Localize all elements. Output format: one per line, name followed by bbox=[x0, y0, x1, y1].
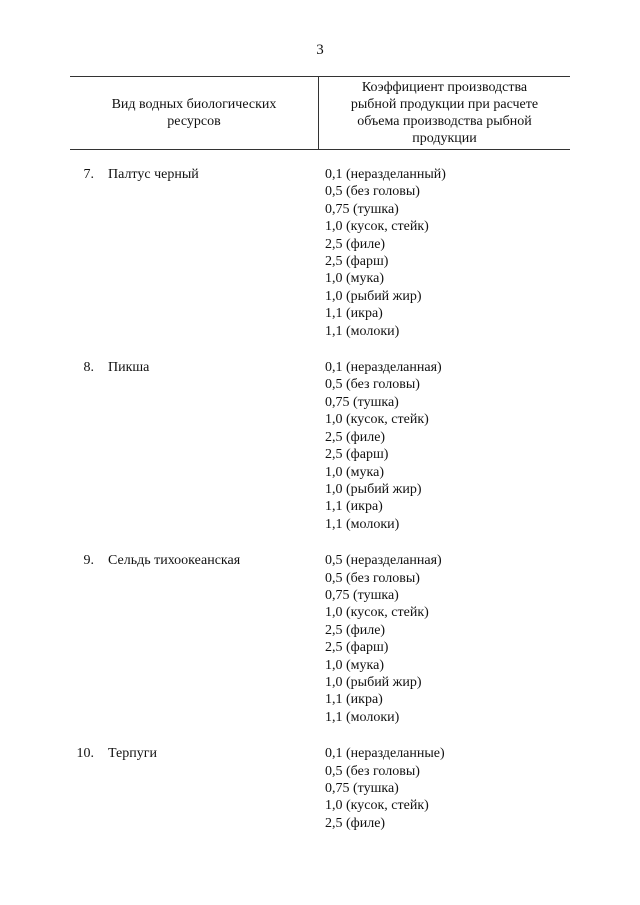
coefficient-value: 1,0 (кусок, стейк) bbox=[325, 412, 429, 428]
coefficient-value: 1,0 (мука) bbox=[325, 657, 384, 673]
coefficient-value: 2,5 (филе) bbox=[325, 815, 386, 831]
coefficient-value: 0,5 (неразделанная) bbox=[325, 553, 442, 569]
coefficient-value: 1,1 (икра) bbox=[325, 306, 383, 322]
coefficient-value: 1,1 (молоки) bbox=[325, 323, 400, 339]
table-row bbox=[70, 359, 570, 533]
row-number: 10. bbox=[76, 746, 94, 762]
table-row bbox=[70, 166, 570, 340]
coefficient-value: 2,5 (филе) bbox=[325, 622, 386, 638]
coefficient-value: 1,0 (кусок, стейк) bbox=[325, 605, 429, 621]
coefficient-value: 0,5 (без головы) bbox=[325, 570, 420, 586]
coefficient-value: 0,5 (без головы) bbox=[325, 184, 420, 200]
species-name: Палтус черный bbox=[108, 167, 199, 182]
table-row bbox=[70, 552, 570, 726]
coefficient-value: 0,5 (без головы) bbox=[325, 377, 420, 393]
coefficient-value: 0,75 (тушка) bbox=[325, 587, 399, 603]
coefficient-value: 0,75 (тушка) bbox=[325, 201, 399, 217]
coefficient-value: 2,5 (фарш) bbox=[325, 640, 389, 656]
coefficient-value: 1,1 (молоки) bbox=[325, 709, 400, 725]
coefficient-value: 1,1 (молоки) bbox=[325, 516, 400, 532]
coefficient-list bbox=[325, 166, 570, 340]
table-header bbox=[70, 76, 570, 150]
coefficient-value: 0,75 (тушка) bbox=[325, 394, 399, 410]
coefficient-list bbox=[325, 745, 570, 832]
coefficient-value: 0,1 (неразделанный) bbox=[325, 167, 446, 182]
coefficient-value: 1,0 (рыбий жир) bbox=[325, 481, 422, 497]
species-name: Терпуги bbox=[108, 746, 157, 762]
coefficient-value: 1,0 (мука) bbox=[325, 271, 384, 287]
coefficient-value: 1,0 (рыбий жир) bbox=[325, 674, 422, 690]
coefficient-value: 1,1 (икра) bbox=[325, 692, 383, 708]
column-header-species: Вид водных биологических ресурсов bbox=[111, 97, 277, 129]
coefficient-value: 0,1 (неразделанная) bbox=[325, 360, 442, 376]
coefficient-value: 2,5 (фарш) bbox=[325, 447, 389, 463]
coefficient-list bbox=[325, 552, 570, 726]
species-name: Сельдь тихоокеанская bbox=[108, 553, 241, 569]
coefficient-value: 2,5 (филе) bbox=[325, 236, 386, 252]
coefficient-value: 1,0 (кусок, стейк) bbox=[325, 798, 429, 814]
coefficient-value: 2,5 (фарш) bbox=[325, 254, 389, 270]
column-header-coefficient: Коэффициент производства рыбной продукции при расчете объема производства рыбной продукции bbox=[350, 80, 539, 146]
coefficient-value: 1,0 (мука) bbox=[325, 464, 384, 480]
coefficient-value: 0,5 (без головы) bbox=[325, 763, 420, 779]
coefficient-value: 0,75 (тушка) bbox=[325, 781, 399, 796]
row-number: 7. bbox=[83, 167, 94, 182]
coefficient-value: 1,1 (икра) bbox=[325, 499, 383, 515]
coefficient-value: 0,1 (неразделанные) bbox=[325, 746, 445, 762]
table-body bbox=[70, 166, 570, 851]
species-name: Пикша bbox=[108, 360, 150, 376]
coefficient-value: 2,5 (филе) bbox=[325, 429, 386, 445]
coefficient-value: 1,0 (рыбий жир) bbox=[325, 288, 422, 304]
row-number: 9. bbox=[83, 553, 94, 569]
table-row bbox=[70, 745, 570, 832]
coefficient-value: 1,0 (кусок, стейк) bbox=[325, 219, 429, 235]
coefficient-list bbox=[325, 359, 570, 533]
row-number: 8. bbox=[83, 360, 94, 376]
page-number: 3 bbox=[316, 42, 324, 58]
